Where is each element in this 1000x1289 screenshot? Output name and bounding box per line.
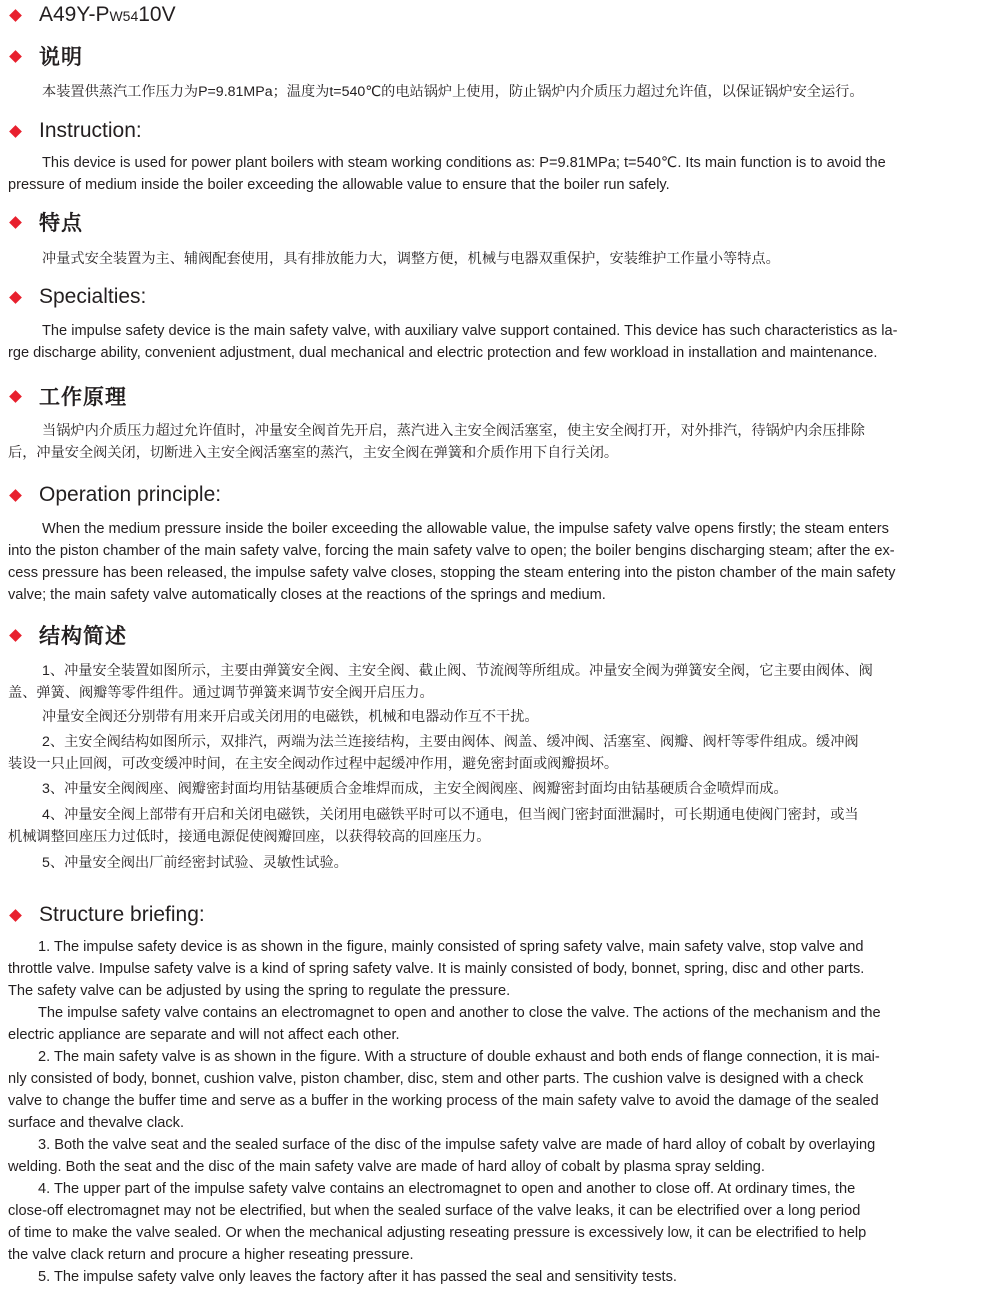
section-heading-specialties <box>8 282 146 312</box>
model-title: A49Y-PW5410V <box>39 3 176 26</box>
section-body-working-principle <box>8 420 996 464</box>
text-line: close-off electromagnet may not be electrified, but when the sealed surface of the valve leaks, it can be electrified over a long period <box>8 1203 861 1219</box>
text-line: throttle valve. Impulse safety valve is a kind of spring safety valve. It is mainly consisted of body, bonnet, spring, disc and other parts. <box>8 961 865 977</box>
model-heading <box>8 0 176 30</box>
text-line: 4、冲量安全阀上部带有开启和关闭电磁铁，关闭用电磁铁平时可以不通电，但当阀门密封面泄漏时，可长期通电使阀门密封，或当 <box>42 807 859 823</box>
section-title: 工作原理 <box>39 386 127 409</box>
text-line: surface and thevalve clack. <box>8 1115 185 1131</box>
text-line: 装设一只止回阀，可改变缓冲时间，在主安全阀动作过程中起缓冲作用，避免密封面或阀瓣损坏。 <box>8 756 619 772</box>
section-body-operation-principle <box>8 518 996 606</box>
text-line: 2、主安全阀结构如图所示，双排汽，两端为法兰连接结构，主要由阀体、阀盖、缓冲阀、活塞室、阀瓣、阀杆等零件组成。缓冲阀 <box>42 734 859 750</box>
section-title: Operation principle: <box>39 483 222 506</box>
text-line: rge discharge ability, convenient adjustment, dual mechanical and electric protection and few workload in installation and maintenance. <box>8 345 878 361</box>
section-heading-description <box>8 41 83 71</box>
text-line: valve; the main safety valve automatically closes at the reactions of the springs and medium. <box>8 587 606 603</box>
text-line: 4. The upper part of the impulse safety valve contains an electromagnet to open and another to close off. At ordinary times, the <box>38 1181 856 1197</box>
section-title: 特点 <box>39 212 83 235</box>
text-line: nly consisted of body, bonnet, cushion valve, piston chamber, disc, stem and other parts. The cushion valve is designed with a check <box>8 1071 864 1087</box>
section-title: 说明 <box>39 46 83 69</box>
text-line: 3、冲量安全阀阀座、阀瓣密封面均用钴基硬质合金堆焊而成，主安全阀阀座、阀瓣密封面均由钴基硬质合金喷焊而成。 <box>42 781 788 797</box>
text-line: 2. The main safety valve is as shown in the figure. With a structure of double exhaust and both ends of flange connection, it is mai- <box>38 1049 880 1065</box>
section-heading-features <box>8 207 83 237</box>
text-line: of time to make the valve sealed. Or when the mechanical adjusting reseating pressure is excessively low, it can be electrified to help <box>8 1225 867 1241</box>
diamond-bullet-icon <box>9 125 22 138</box>
text-line: 盖、弹簧、阀瓣等零件组件。通过调节弹簧来调节安全阀开启压力。 <box>8 685 434 701</box>
text-line: 冲量安全阀还分别带有用来开启或关闭用的电磁铁，机械和电器动作互不干扰。 <box>42 709 539 725</box>
diamond-bullet-icon <box>9 909 22 922</box>
diamond-bullet-icon <box>9 291 22 304</box>
text-line: The safety valve can be adjusted by using the spring to regulate the pressure. <box>8 983 511 999</box>
text-line: cess pressure has been released, the impulse safety valve closes, stopping the steam entering into the piston chamber of the main safety <box>8 565 896 581</box>
text-line: the valve clack return and procure a higher reseating pressure. <box>8 1247 414 1263</box>
text-line: welding. Both the seat and the disc of the main safety valve are made of hard alloy of cobalt by plasma spray selding. <box>8 1159 765 1175</box>
section-title: 结构简述 <box>39 625 127 648</box>
text-line: This device is used for power plant boilers with steam working conditions as: P=9.81MPa; t=540℃. Its main function is to avoid the <box>42 155 886 171</box>
diamond-bullet-icon <box>9 489 22 502</box>
text-line: pressure of medium inside the boiler exceeding the allowable value to ensure that the boiler run safely. <box>8 177 670 193</box>
section-body-description <box>8 81 996 103</box>
section-heading-structure-briefing <box>8 900 205 930</box>
text-line: The impulse safety valve contains an electromagnet to open and another to close the valve. The actions of the mechanism and the <box>38 1005 881 1021</box>
section-title: Structure briefing: <box>39 903 205 926</box>
diamond-bullet-icon <box>9 50 22 63</box>
section-body-specialties <box>8 320 996 364</box>
section-title: Specialties: <box>39 285 147 308</box>
text-line: 1、冲量安全装置如图所示，主要由弹簧安全阀、主安全阀、截止阀、节流阀等所组成。冲量安全阀为弹簧安全阀，它主要由阀体、阀 <box>42 663 873 679</box>
text-line: 机械调整回座压力过低时，接通电源促使阀瓣回座，以获得较高的回座压力。 <box>8 829 491 845</box>
text-line: 1. The impulse safety device is as shown in the figure, mainly consisted of spring safety valve, main safety valve, stop valve and <box>38 939 864 955</box>
diamond-bullet-icon <box>9 216 22 229</box>
text-line: into the piston chamber of the main safety valve, forcing the main safety valve to open; the boiler bengins discharging steam; after the ex- <box>8 543 895 559</box>
section-title: Instruction: <box>39 119 142 142</box>
text-line: 3. Both the valve seat and the sealed surface of the disc of the impulse safety valve are made of hard alloy of cobalt by overlaying <box>38 1137 876 1153</box>
section-heading-working-principle <box>8 381 127 411</box>
diamond-bullet-icon <box>9 390 22 403</box>
section-body-features <box>8 248 996 270</box>
text-line: valve to change the buffer time and serve as a buffer in the working process of the main safety valve to avoid the damage of the sealed <box>8 1093 879 1109</box>
section-body-instruction <box>8 152 996 196</box>
section-heading-operation-principle <box>8 480 221 510</box>
text-line: electric appliance are separate and will not affect each other. <box>8 1027 400 1043</box>
section-heading-structure-cn <box>8 620 127 650</box>
text-line: 5. The impulse safety valve only leaves the factory after it has passed the seal and sensitivity tests. <box>38 1269 677 1285</box>
text-line: When the medium pressure inside the boiler exceeding the allowable value, the impulse safety valve opens firstly; the steam enters <box>42 521 889 537</box>
section-body-structure-briefing <box>8 936 996 1288</box>
text-line: The impulse safety device is the main safety valve, with auxiliary valve support contained. This device has such characteristics as la- <box>42 323 898 339</box>
diamond-bullet-icon <box>9 9 22 22</box>
section-heading-instruction <box>8 116 142 146</box>
text-line: 冲量式安全装置为主、辅阀配套使用，具有排放能力大，调整方便，机械与电器双重保护，安装维护工作量小等特点。 <box>42 251 780 267</box>
text-line: 当锅炉内介质压力超过允许值时，冲量安全阀首先开启，蒸汽进入主安全阀活塞室，使主安全阀打开，对外排汽，待锅炉内余压排除 <box>42 423 865 439</box>
diamond-bullet-icon <box>9 629 22 642</box>
text-line: 本装置供蒸汽工作压力为P=9.81MPa；温度为t=540℃的电站锅炉上使用，防止锅炉内介质压力超过允许值，以保证锅炉安全运行。 <box>42 84 864 100</box>
text-line: 5、冲量安全阀出厂前经密封试验、灵敏性试验。 <box>42 855 348 871</box>
text-line: 后，冲量安全阀关闭，切断进入主安全阀活塞室的蒸汽，主安全阀在弹簧和介质作用下自行关闭。 <box>8 445 619 461</box>
section-body-structure-cn <box>8 660 996 874</box>
